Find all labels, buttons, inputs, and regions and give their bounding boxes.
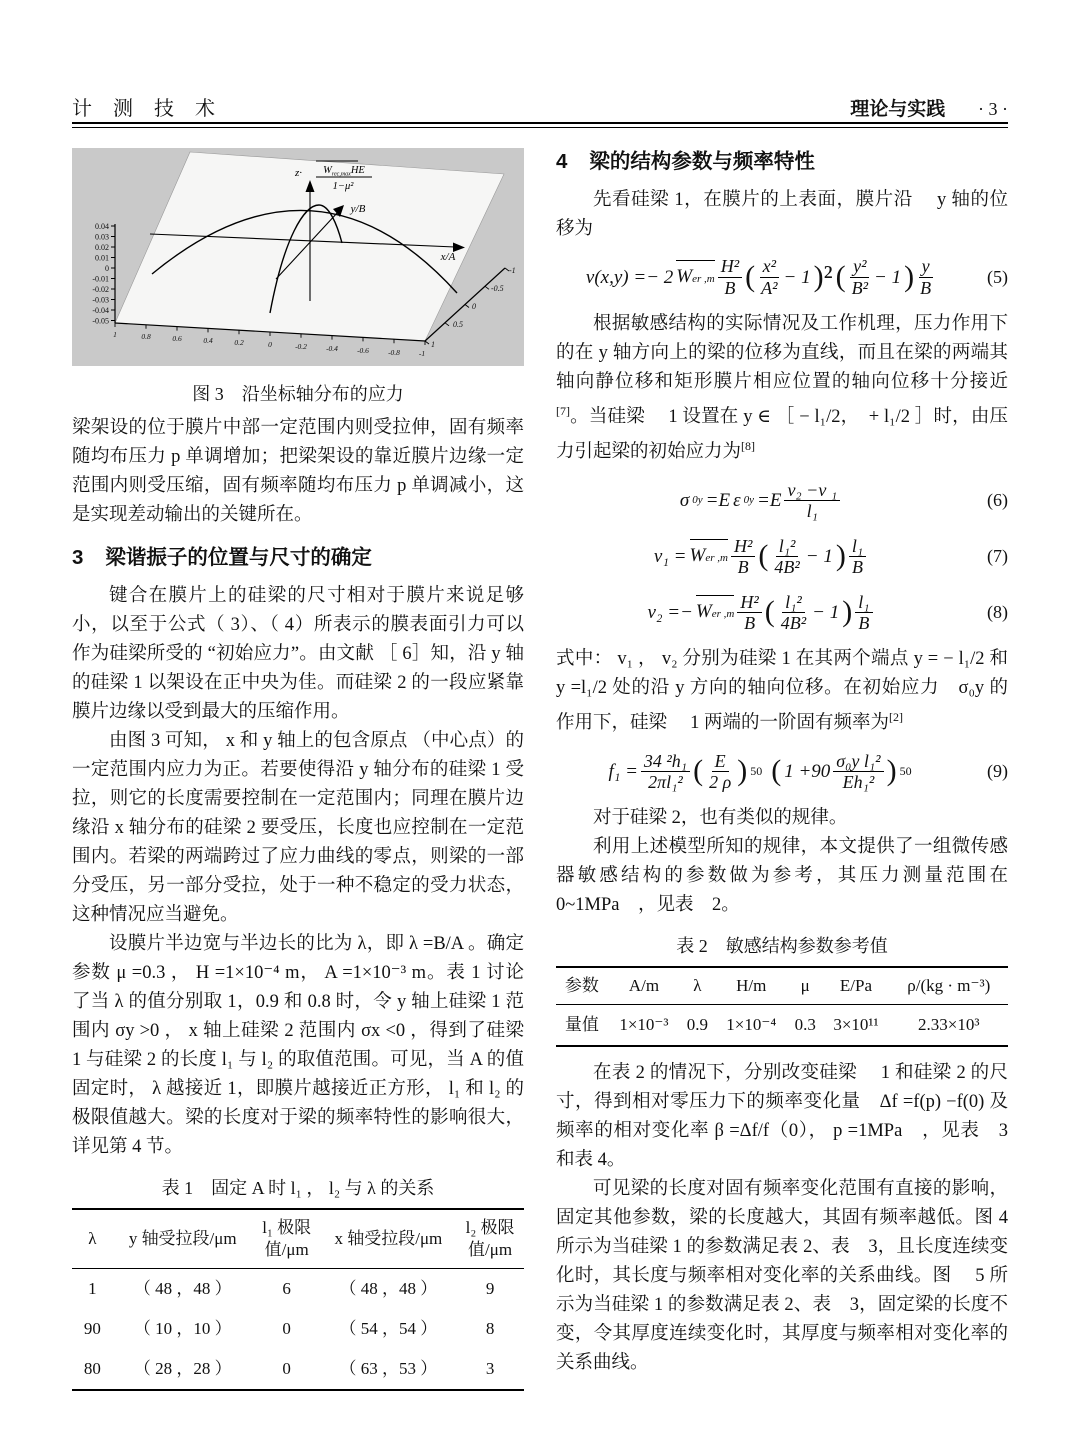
paragraph: 可见梁的长度对固有频率变化范围有直接的影响，固定其他参数，梁的长度越大，其固有频率越低。图 4 所示为当硅梁 1 的参数满足表 2、表 3，且长度连续变化时，其长度与频率相对变化率的关系曲线。图 5 所示为当硅梁 1 的参数满足表 2、表 3，固定梁的长度不变，令其厚度连续变化时，其厚度与频率相对变化率的关系曲线。: [556, 1179, 1008, 1374]
equation-6: [556, 477, 1008, 523]
eq-term: H²: [737, 592, 761, 613]
section-title: 梁谐振子的位置与尺寸的确定: [105, 546, 372, 569]
paren: (: [764, 595, 775, 629]
eq-term: B: [920, 277, 932, 298]
figure-3: [72, 148, 524, 376]
eq-term: W: [676, 266, 693, 287]
paren: ): [737, 754, 748, 788]
table-header-cell: ρ/(kg · m⁻³): [890, 967, 1009, 1005]
z-tick-labels: [92, 222, 109, 326]
paragraph: 在表 2 的情况下，分别改变硅梁 1 和硅梁 2 的尺寸，得到相对零压力下的频率变化量 Δf =f(p) −f(0) 及频率的相对变化率 β =Δf/f（0）， p =1MPa ，见表 3 和表 4。: [556, 1063, 1008, 1171]
tick-label: -0.01: [92, 274, 109, 284]
eq-subscript: er ,m: [711, 608, 735, 621]
eq-term: l₁: [849, 536, 866, 557]
tick-label: -0.02: [92, 285, 109, 294]
reference-8: [8]: [741, 439, 756, 454]
tick-label: 1: [431, 340, 435, 349]
eq-term: y: [919, 256, 933, 277]
table-cell: 3×10¹¹: [833, 1015, 879, 1035]
table-header-cell: y 轴受拉段/μm: [113, 1209, 253, 1269]
journal-name: 计 测 技 术: [72, 98, 223, 120]
table-header-cell: E/Pa: [822, 967, 889, 1005]
eq-term: B: [724, 277, 736, 298]
eq-term: W: [695, 601, 712, 623]
tick-label: 0: [105, 264, 109, 273]
paragraph: [556, 310, 1008, 467]
eq-subscript: 0y: [743, 493, 754, 506]
table-cell: （ 63 ，53 ）: [339, 1359, 438, 1378]
equation-number: (8): [987, 601, 1008, 622]
reference-7: [7]: [556, 404, 570, 418]
z-label-denominator: 1−μ²: [332, 181, 354, 192]
tick-label: 0.6: [172, 334, 182, 343]
table-cell: 80: [83, 1359, 101, 1378]
equation-5: [556, 254, 1008, 300]
eq-term: v₂ =−: [647, 601, 693, 623]
eq-term: v(x,y) =− 2: [585, 266, 674, 288]
eq-term: 4B²: [780, 612, 807, 633]
table-row: [556, 1005, 1008, 1047]
eq-term: l₁: [855, 592, 872, 613]
table-row: [72, 1349, 524, 1390]
table-header-cell: l₂ 极限值/μm: [456, 1209, 524, 1269]
equation-number: (9): [987, 760, 1008, 781]
tick-label: 0: [472, 302, 476, 311]
eq-term: B: [744, 612, 756, 633]
eq-term: E: [712, 751, 729, 772]
eq-term: − 1: [812, 601, 840, 623]
tick-label: -0.8: [388, 348, 400, 357]
fraction: [855, 592, 872, 633]
paragraph-text: 。当硅梁 1 设置在 y ∈ ［ − l₁/2， + l₁/2 ］时，由压力引起梁的初始应力为: [556, 407, 1008, 463]
figure-caption: 图 3 沿坐标轴分布的应力: [192, 384, 404, 404]
eq-term: σ₀y l₁²: [833, 751, 883, 772]
fraction: [737, 592, 761, 633]
tick-label: 0.03: [95, 232, 109, 242]
table-cell: 2.33×10³: [918, 1015, 980, 1035]
right-column: [556, 148, 1027, 1378]
page-number: · 3 ·: [978, 99, 1008, 119]
fraction: [849, 256, 871, 297]
fraction: [718, 256, 742, 297]
eq-term: A²: [761, 277, 778, 298]
tick-label: -0.2: [295, 342, 307, 351]
eq-term: =E: [757, 489, 782, 511]
y-axis-label: y/B: [350, 203, 366, 215]
section-heading-4: [556, 148, 1008, 176]
z-label-HE: HE: [350, 165, 365, 176]
tick-label: -1: [509, 266, 516, 275]
tick-label: 0.4: [203, 336, 213, 345]
fraction: [849, 536, 866, 577]
eq-term: 2 ρ: [709, 771, 732, 792]
eq-subscript: er ,m: [705, 552, 728, 565]
eq-term: H²: [718, 256, 742, 277]
tick-label: 0.8: [141, 332, 151, 341]
eq-term: H²: [731, 536, 755, 557]
table-2: [556, 966, 1008, 1047]
paren: (: [745, 260, 756, 293]
reference-2: [2]: [889, 710, 904, 725]
eq-term: y²: [850, 256, 869, 277]
table-header-cell: H/m: [715, 967, 789, 1005]
table-header-cell: x 轴受拉段/μm: [321, 1209, 457, 1269]
paren: ): [904, 260, 915, 293]
eq-term: − 1: [874, 266, 902, 288]
fraction: [778, 592, 809, 633]
table-cell: 0: [282, 1359, 291, 1378]
paragraph: 键合在膜片上的硅梁的尺寸相对于膜片来说足够小，以至于公式（ 3）、（ 4）所表示的膜表面引力可以作为硅梁所受的 “初始应力”。由文献 ［ 6］知，沿 y 轴的硅梁 1 以架设在正中央为佳。而硅梁 2 的一段应紧靠膜片边缘以受到最大的压缩作用。: [72, 586, 524, 722]
paren: ): [835, 539, 846, 573]
eq-term: Eh₁²: [842, 771, 875, 792]
header-rule: [72, 122, 1008, 128]
equation-9: [556, 748, 1008, 794]
eq-exponent: 50: [899, 763, 912, 778]
table-cell: （ 28 ，28 ）: [133, 1359, 232, 1378]
table-cell: 6: [282, 1279, 291, 1298]
table-row: [72, 1309, 524, 1349]
paragraph-text: 根据敏感结构的实际情况及工作机理，压力作用下的在 y 轴方向上的梁的位移为直线，而且在梁的两端其轴向静位移和矩形膜片相应位置的轴向位移十分接近: [556, 314, 1008, 392]
table-header-cell: A/m: [608, 967, 680, 1005]
w-bar-term: [676, 260, 714, 294]
eq-term: f₁ =: [608, 760, 638, 782]
z-axis-label-prefix: z·: [294, 167, 302, 179]
table-cell: （ 10 ，10 ）: [133, 1319, 232, 1338]
table-cell: 3: [485, 1359, 495, 1378]
eq-term: B²: [851, 277, 868, 298]
tick-label: -0.03: [92, 295, 109, 305]
fraction: [917, 256, 934, 297]
paragraph: [556, 645, 1008, 738]
eq-term: l₁²: [776, 536, 799, 557]
paren: ): [886, 754, 897, 788]
eq-term: − 1: [783, 266, 811, 288]
w-subscript: rec,max: [331, 171, 351, 178]
tick-label: 0.04: [95, 222, 109, 231]
equation-8: [556, 589, 1008, 635]
table-cell: 9: [485, 1279, 495, 1298]
eq-subscript: 0y: [692, 493, 703, 506]
tick-label: 1: [113, 330, 117, 339]
fraction: [833, 751, 883, 792]
eq-subscript: er ,m: [692, 273, 715, 285]
table-header-cell: l₁ 极限值/μm: [253, 1209, 321, 1269]
paren: )²: [813, 260, 833, 293]
table-cell: 90: [83, 1319, 101, 1338]
paren: (: [758, 539, 769, 573]
paren: (: [693, 754, 704, 788]
eq-term: B: [851, 556, 863, 577]
eq-term: v₂ −v ₁: [784, 480, 840, 501]
paragraph: 由图 3 可知， x 和 y 轴上的包含原点 （中心点）的一定范围内应力为正。若要使得沿 y 轴分布的硅梁 1 受拉，则它的长度需要控制在一定范围内；同理在膜片边缘沿 x 轴分布的硅梁 2 要受压，长度也应控制在一定范围内。若梁的两端跨过了应力曲线的零点，则梁的一部分受压，另一部分受拉，处于一种不稳定的受力状态，这种情况应当避免。: [72, 731, 524, 925]
fraction: [731, 536, 755, 577]
equation-7: [556, 533, 1008, 579]
eq-term: x²: [760, 256, 779, 277]
table2-caption: 表 2 敏感结构参数参考值: [676, 936, 888, 957]
paren: (: [771, 754, 782, 788]
w-bar-term: [690, 539, 728, 573]
eq-term: 34 ²h₁: [641, 751, 690, 772]
section-number: 4: [556, 150, 568, 173]
eq-term: l₁²: [782, 592, 805, 613]
table-1: [72, 1208, 524, 1391]
header-right: [850, 94, 1008, 121]
paren: ): [842, 595, 853, 629]
fraction: [641, 751, 690, 792]
eq-exponent: 50: [750, 763, 763, 778]
equation-number: (7): [987, 545, 1008, 566]
tick-label: 0.5: [453, 320, 463, 329]
equation-number: (6): [987, 489, 1008, 510]
eq-term: B: [737, 556, 749, 577]
fraction: [784, 480, 840, 521]
paragraph-text: 式中： v₁ ， v₂ 分别为硅梁 1 在其两个端点 y = − l₁/2 和 y =l₁/2 处的沿 y 方向的轴向位移。在初始应力 σ₀y 的作用下，硅梁 1 两端的一阶固有频率为: [556, 649, 1008, 734]
eq-term: B: [858, 612, 870, 633]
table-row: [72, 1269, 524, 1310]
tick-label: -0.6: [357, 346, 369, 355]
table-cell: （ 48 ，48 ）: [339, 1279, 438, 1298]
stress-3d-plot: [72, 148, 524, 366]
tick-label: 0.01: [95, 253, 109, 263]
tick-label: 0.2: [234, 338, 244, 347]
table-header-cell: 参数: [556, 967, 608, 1005]
page-header: [72, 92, 1008, 121]
eq-term: l₁: [806, 500, 818, 521]
table-cell: 量值: [564, 1015, 599, 1035]
table-header-cell: λ: [680, 967, 714, 1005]
paragraph: 对于硅梁 2，也有类似的规律。: [593, 808, 848, 829]
table-header-cell: μ: [788, 967, 822, 1005]
table-cell: 0.3: [794, 1015, 816, 1035]
paragraph: 设膜片半边宽与半边长的比为 λ，即 λ =B/A 。确定参数 μ =0.3 ， H =1×10⁻⁴ m， A =1×10⁻³ m。表 1 讨论了当 λ 的值分别取 1，0.9 和 0.8 时，令 y 轴上硅梁 1 范围内 σy >0 ， x 轴上硅梁 2 范围内 σx <0 ，得到了硅梁 1 与硅梁 2 的长度 l₁ 与 l₂ 的取值范围。可见，当 A 的值固定时， λ 越接近 1，即膜片越接近正方形， l₁ 和 l₂ 的极限值越大。梁的长度对于梁的频率特性的影响很大，详见第 4 节。: [72, 934, 524, 1157]
table-cell: 0: [282, 1319, 291, 1338]
eq-term: v₁ =: [653, 545, 687, 567]
table-cell: （ 54 ，54 ）: [339, 1319, 438, 1338]
tick-label: -0.4: [326, 344, 338, 353]
table-cell: 8: [485, 1319, 495, 1338]
paragraph: 利用上述模型所知的规律，本文提供了一组微传感器敏感结构的参数做为参考，其压力测量范围在 0~1MPa ，见表 2。: [556, 837, 1027, 916]
table-cell: 1: [88, 1279, 97, 1298]
section-heading-3: [72, 544, 524, 572]
paragraph: 先看硅梁 1，在膜片的上表面，膜片沿 y 轴的位移为: [556, 190, 1008, 239]
tick-label: -0.04: [92, 306, 109, 315]
fraction: [758, 256, 780, 297]
fraction: [771, 536, 802, 577]
tick-label: 0.02: [95, 243, 109, 252]
w-bar-term: [696, 595, 734, 629]
tick-label: -1: [418, 349, 426, 358]
column-name: 理论与实践: [850, 99, 946, 120]
table1-caption: 表 1 固定 A 时 l₁ ， l₂ 与 λ 的关系: [161, 1178, 435, 1198]
eq-term: ε: [733, 489, 741, 511]
table-header-row: [556, 967, 1008, 1005]
section-number: 3: [72, 546, 84, 569]
w-symbol: W: [323, 165, 332, 176]
table-header-cell: λ: [72, 1209, 113, 1269]
table-cell: 0.9: [686, 1015, 708, 1035]
eq-term: − 1: [805, 545, 833, 567]
eq-term: σ: [679, 489, 690, 511]
tick-label: -0.05: [92, 316, 109, 326]
table-cell: （ 48 ，48 ）: [133, 1279, 232, 1298]
tick-label: 0: [268, 340, 272, 349]
eq-term: 1 +90: [784, 760, 831, 782]
equation-number: (5): [987, 266, 1008, 287]
section-title: 梁的结构参数与频率特性: [589, 150, 815, 173]
table-header-row: [72, 1209, 524, 1269]
fraction: [706, 751, 734, 792]
table-cell: 1×10⁻³: [619, 1015, 669, 1035]
paren: (: [835, 260, 846, 293]
x-axis-label: x/A: [440, 251, 456, 263]
tick-label: -0.5: [491, 284, 504, 293]
eq-term: =E: [705, 489, 731, 511]
eq-term: 2πl₁²: [648, 771, 683, 792]
paragraph: 梁架设的位于膜片中部一定范围内则受拉伸，固有频率随均布压力 p 单调增加；把梁架设的靠近膜片边缘一定范围内则受压缩，固有频率随均布压力 p 单调减小，这是实现差动输出的关键所在。: [72, 418, 524, 525]
eq-term: 4B²: [774, 556, 800, 577]
table-cell: 1×10⁻⁴: [726, 1015, 777, 1035]
eq-term: W: [689, 545, 706, 567]
left-column: [72, 148, 524, 1391]
